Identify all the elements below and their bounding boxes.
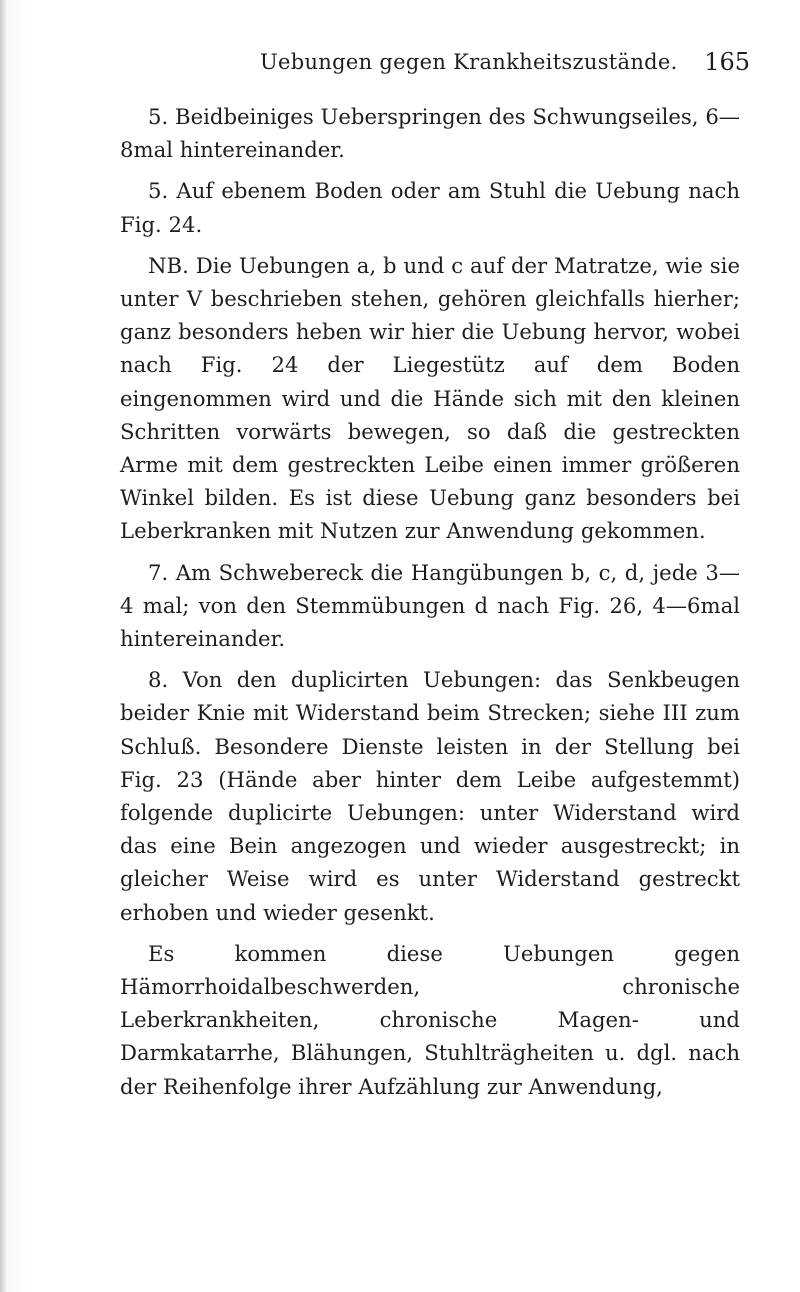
page-binding-edge [0,0,6,1292]
paragraph-exercise-5-rope: 5. Beidbeiniges Ueberspringen des Schwungseiles, 6—8mal hintereinander. [120,104,740,163]
paragraph-exercise-8: 8. Von den duplicirten Uebungen: das Senkbeugen beider Knie mit Widerstand beim Strecken; siehe III zum Schluß. Besondere Dienste leisten in der Stellung bei Fig. 23 (Hände aber hinter dem Leibe aufgestemmt) folgende duplicirte Uebungen: unter Widerstand wird das eine Bein angezogen und wieder ausgestreckt; in gleicher Weise wird es unter Widerstand gestreckt erhoben und wieder gesenkt. [120,667,740,925]
body-text [120,100,740,1103]
paragraph-nota-bene: NB. Die Uebungen a, b und c auf der Matratze, wie sie unter V beschrieben stehen, gehören gleichfalls hierher; ganz besonders heben wir hier die Uebung hervor, wobei nach Fig. 24 der Liegestütz auf dem Boden eingenommen wird und die Hände sich mit den kleinen Schritten vorwärts bewegen, so daß die gestreckten Arme mit dem gestreckten Leibe einen immer größeren Winkel bilden. Es ist diese Uebung ganz besonders bei Leberkranken mit Nutzen zur Anwendung gekommen. [120,252,740,544]
page-number: 165 [704,48,750,76]
paragraph-exercise-5-floor: 5. Auf ebenem Boden oder am Stuhl die Uebung nach Fig. 24. [120,178,740,237]
running-title: Uebungen gegen Krankheitszustände. [260,50,678,74]
page-header [110,50,750,84]
paragraph-application: Es kommen diese Uebungen gegen Hämorrhoidalbeschwerden, chronische Leberkrankheiten, chronische Magen- und Darmkatarrhe, Blähungen, Stuhlträgheiten u. dgl. nach der Reihenfolge ihrer Aufzählung zur Anwendung, [120,940,740,1099]
paragraph-exercise-7: 7. Am Schwebereck die Hangübungen b, c, d, jede 3—4 mal; von den Stemmübungen d nach Fig. 26, 4—6mal hintereinander. [120,559,740,652]
